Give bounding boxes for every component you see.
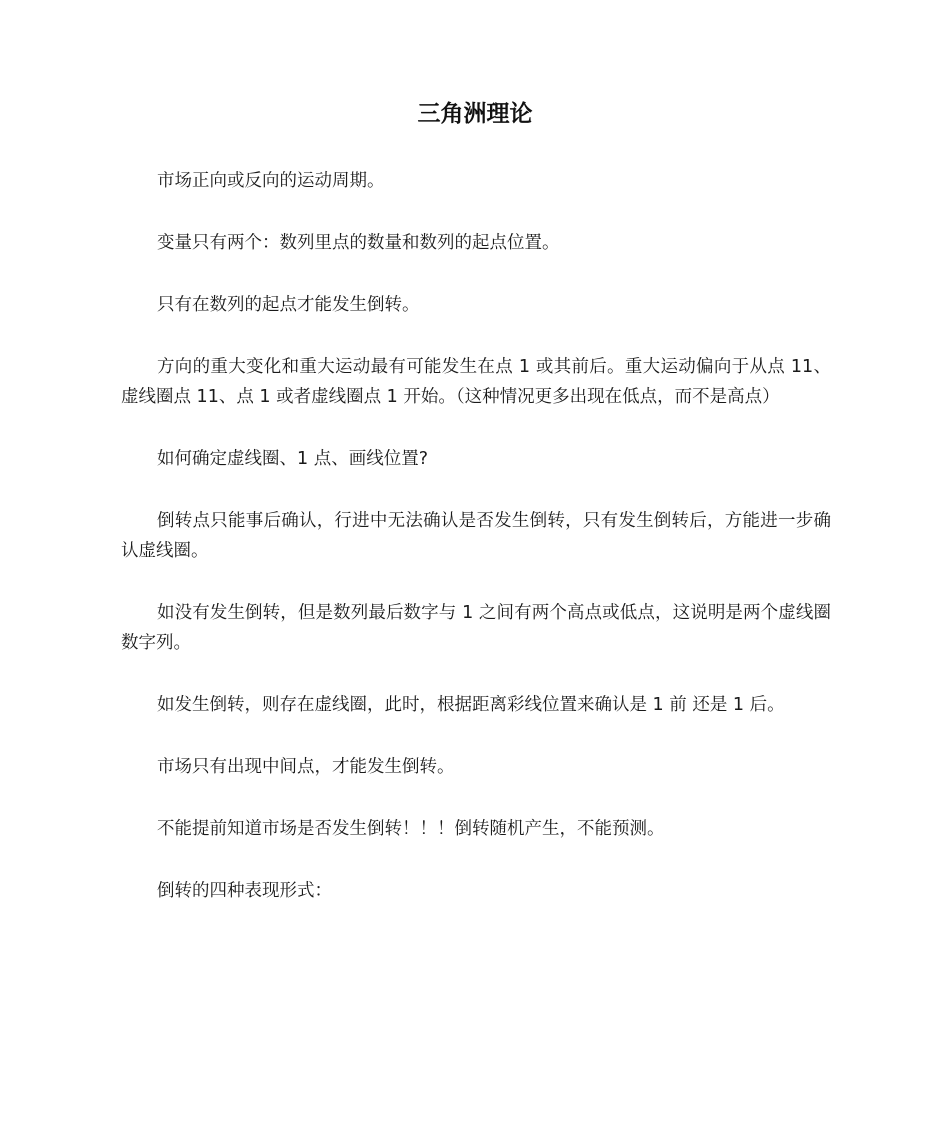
paragraph-6: 倒转点只能事后确认，行进中无法确认是否发生倒转，只有发生倒转后，方能进一步确认虚线圈。 xyxy=(121,511,831,561)
paragraph-9: 市场只有出现中间点，才能发生倒转。 xyxy=(157,757,455,777)
paragraph-7: 如没有发生倒转，但是数列最后数字与 1 之间有两个高点或低点，这说明是两个虚线圈数字列。 xyxy=(121,603,831,653)
paragraph-3: 只有在数列的起点才能发生倒转。 xyxy=(157,295,420,315)
paragraph-1: 市场正向或反向的运动周期。 xyxy=(157,171,385,191)
document-title: 三角洲理论 xyxy=(417,101,533,127)
paragraph-4: 方向的重大变化和重大运动最有可能发生在点 1 或其前后。重大运动偏向于从点 11、虚线圈点 11、点 1 或者虚线圈点 1 开始。（这种情况更多出现在低点，而不是高点） xyxy=(121,357,831,407)
paragraph-11: 倒转的四种表现形式： xyxy=(157,881,332,901)
document-body xyxy=(121,166,831,938)
paragraph-5: 如何确定虚线圈、1 点、画线位置? xyxy=(157,449,428,469)
paragraph-10: 不能提前知道市场是否发生倒转！！！倒转随机产生，不能预测。 xyxy=(157,819,665,839)
paragraph-8: 如发生倒转，则存在虚线圈，此时，根据距离彩线位置来确认是 1 前 还是 1 后。 xyxy=(157,695,785,715)
paragraph-2: 变量只有两个：数列里点的数量和数列的起点位置。 xyxy=(157,233,560,253)
